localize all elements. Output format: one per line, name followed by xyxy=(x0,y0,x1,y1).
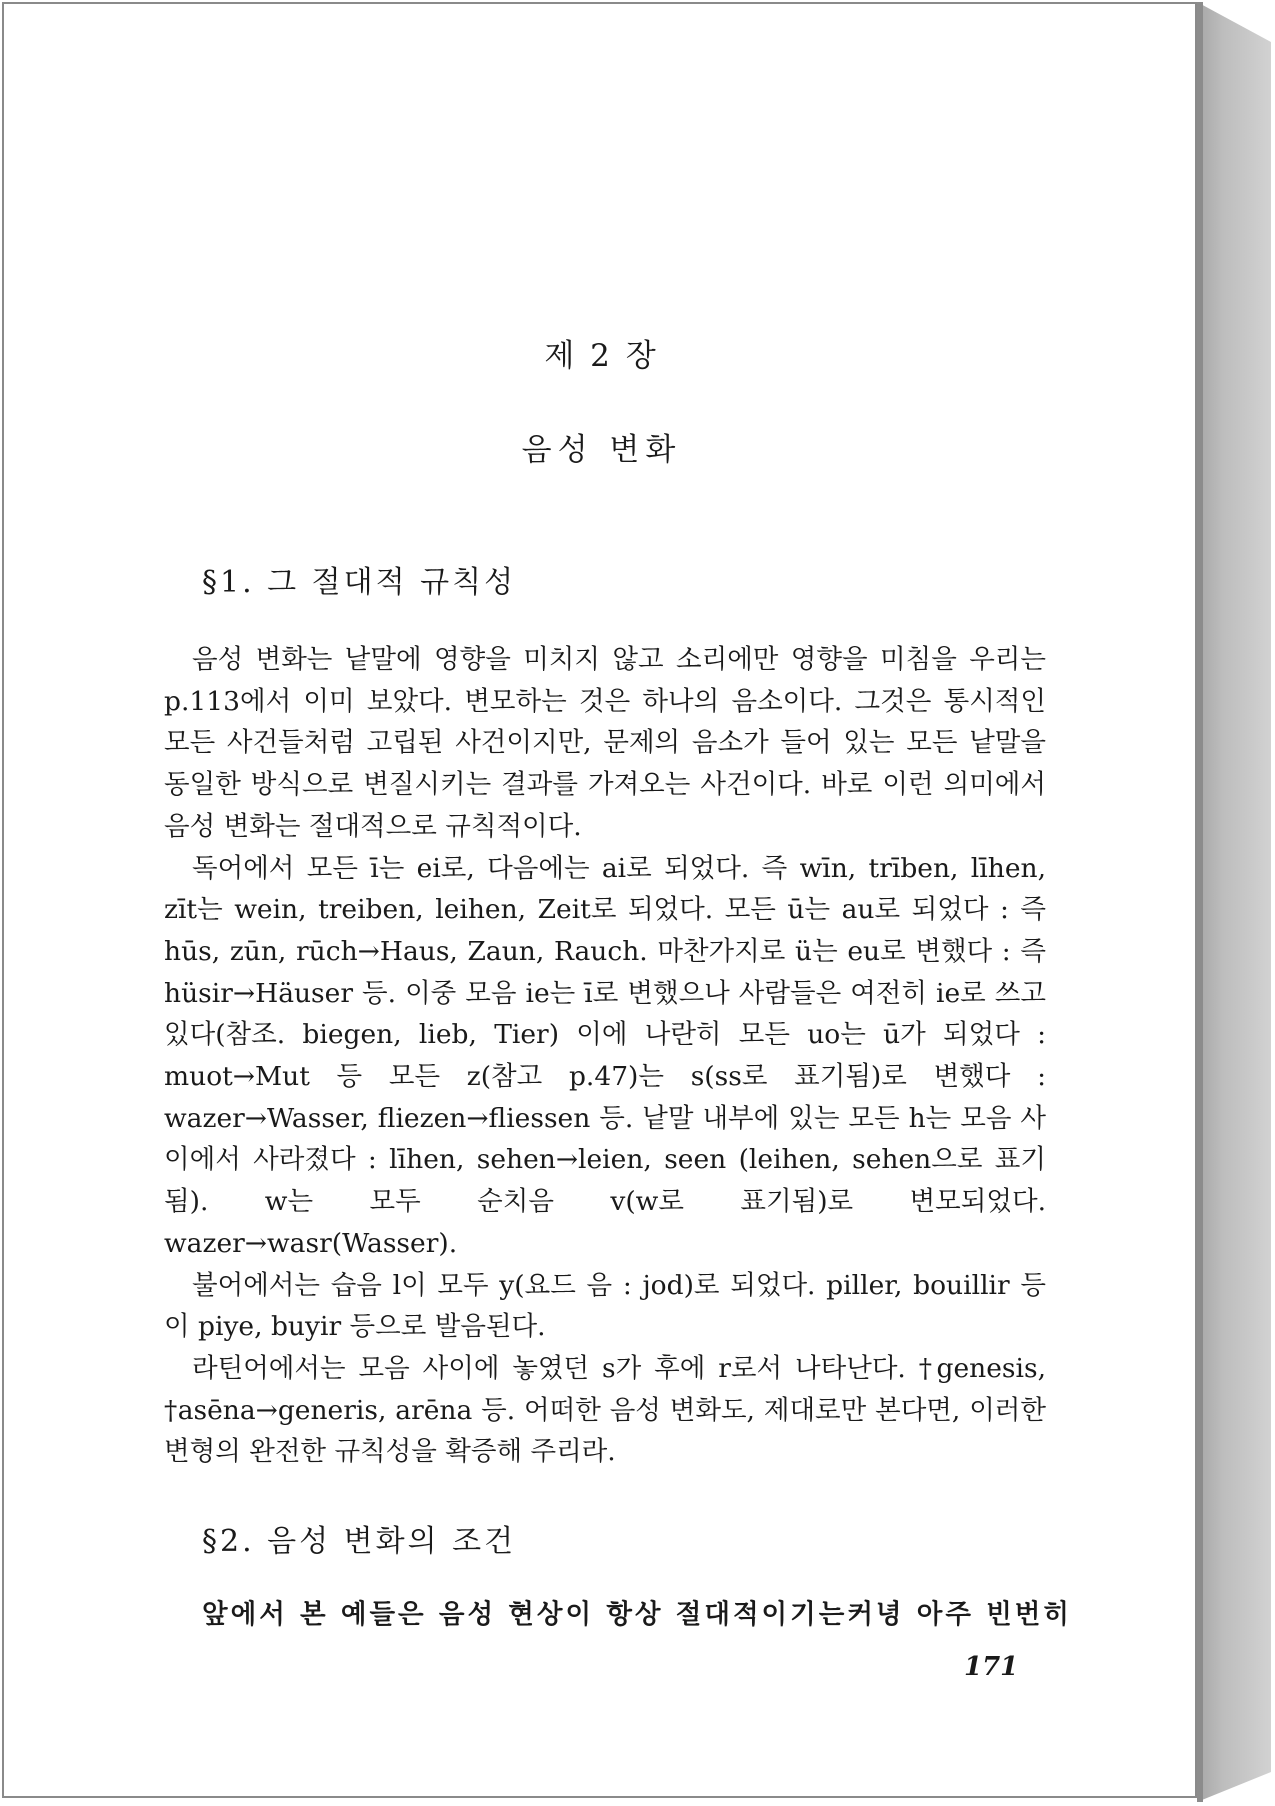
page-stack-edge xyxy=(1197,2,1271,1802)
section-1-paragraph-2: 독어에서 모든 ī는 ei로, 다음에는 ai로 되었다. 즉 wīn, trīben, līhen, zīt는 wein, treiben, leihen, Zeit로 되었다. 모든 ū는 au로 되었다 : 즉 hūs, zūn, rūch→Haus, Zaun, Rauch. 마찬가지로 ü는 eu로 변했다 : 즉 hüsir→Häuser 등. 이중 모음 ie는 ī로 변했으나 사람들은 여전히 ie로 쓰고 있다(참조. biegen, lieb, Tier) 이에 나란히 모든 uo는 ū가 되었다 : muot→Mut 등 모든 z(참고 p.47)는 s(ss로 표기됨)로 변했다 : wazer→Wasser, fliezen→fliessen 등. 낱말 내부에 있는 모든 h는 모음 사이에서 사라졌다 : līhen, sehen→leien, seen (leihen, sehen으로 표기됨). w는 모두 순치음 v(w로 표기됨)로 변모되었다. wazer→wasr(Wasser). xyxy=(164,852,1046,1259)
section-2-intro-line: 앞에서 본 예들은 음성 현상이 항상 절대적이기는커녕 아주 빈번히 xyxy=(202,1599,1072,1630)
page-edge-shadow xyxy=(1197,2,1203,1802)
section-1-paragraph-3: 불어에서는 습음 l이 모두 y(요드 음 : jod)로 되었다. piller, bouillir 등이 piye, buyir 등으로 발음된다. xyxy=(164,1269,1046,1343)
section-1-paragraph-1: 음성 변화는 낱말에 영향을 미치지 않고 소리에만 영향을 미침을 우리는 p.113에서 이미 보았다. 변모하는 것은 하나의 음소이다. 그것은 통시적인 모든 사건들처럼 고립된 사건이지만, 문제의 음소가 들어 있는 모든 낱말을 동일한 방식으로 변질시키는 결과를 가져오는 사건이다. 바로 이런 의미에서 음성 변화는 절대적으로 규칙적이다. xyxy=(164,644,1046,842)
page-number: 171 xyxy=(964,1652,1019,1682)
section-1-heading: §1. 그 절대적 규칙성 xyxy=(202,565,517,600)
chapter-title: 음성 변화 xyxy=(521,432,682,468)
book-page xyxy=(2,2,1197,1798)
section-2-heading: §2. 음성 변화의 조건 xyxy=(202,1524,517,1559)
section-1-paragraph-4: 라틴어에서는 모음 사이에 놓였던 s가 후에 r로서 나타난다. †genesis, †asēna→generis, arēna 등. 어떠한 음성 변화도, 제대로만 본다면, 이러한 변형의 완전한 규칙성을 확증해 주리라. xyxy=(164,1352,1046,1468)
chapter-number: 제 2 장 xyxy=(544,338,659,374)
section-1-body xyxy=(164,639,1046,1473)
